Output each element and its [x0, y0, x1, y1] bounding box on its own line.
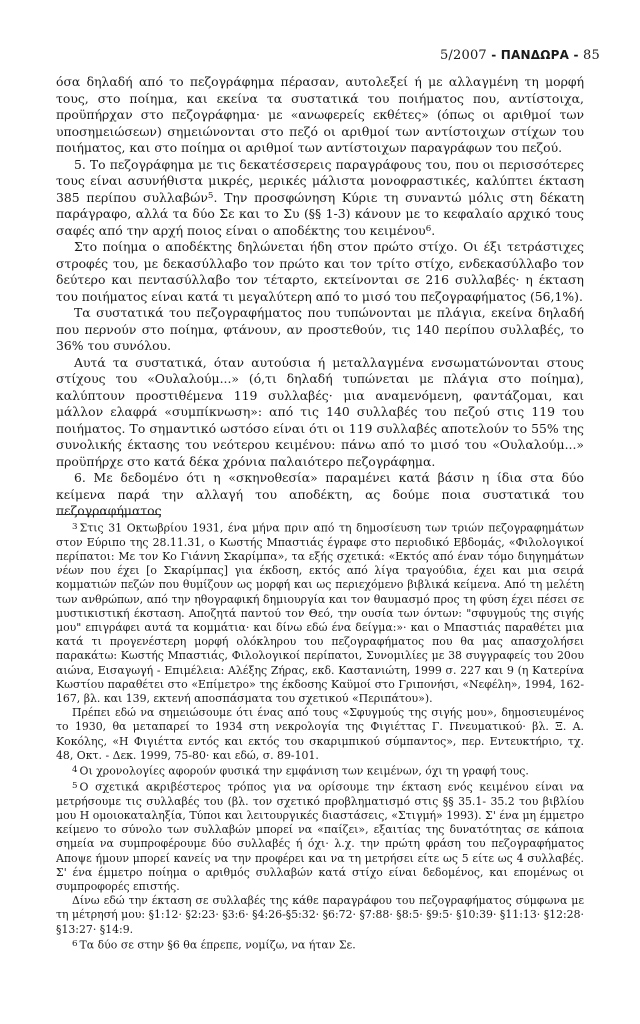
issue-date: 5/2007 — [439, 48, 487, 63]
page-number: 85 — [583, 48, 600, 63]
paragraph: Αυτά τα συστατικά, όταν αυτούσια ή μεταλλαγμένα ενσωματώνονται στους στίχους του «Ουλαλούμ...» (ό,τι δηλαδή τυπώνεται με πλάγια στο ποίημα), καλύπτουν προστιθέμενα 119 συλλαβές· μια αναμενόμενη, φαντάζομαι, και μάλλον ελαφρά «συμπίκνωση»: από τις 140 συλλαβές του πεζού στις 119 του ποιήματος. Το σημαντικό ωστόσο είναι ότι οι 119 συλλαβές αποτελούν το 55% της συνολικής έκτασης του νεότερου κειμένου: πάνω από το μισό του «Ουλαλούμ...» προϋπήρχε στο κατά δέκα χρόνια παλαιότερο πεζογράφημα. — [56, 354, 584, 469]
main-text — [56, 74, 584, 520]
footnote-number: 5 — [72, 780, 78, 791]
paragraph: όσα δηλαδή από το πεζογράφημα πέρασαν, αυτολεξεί ή με αλλαγμένη τη μορφή τους, στο ποίημα, και εκείνα τα συστατικά του ποιήματος που, αντίστοιχα, προϋπήρχαν στο πεζογράφημα· με «ανωφερείς εκθέτες» (όπως οι αριθμοί των υποσημειώσεων) σημειώνονται στο πεζό οι αριθμοί των αντίστοιχων στίχων του ποιήματος, και στο ποίημα οι αριθμοί των αντίστοιχων παραγράφων του πεζού. — [56, 74, 584, 155]
footnote-text: Τα δύο σε στην §6 θα έπρεπε, νομίζω, να ήταν Σε. — [79, 938, 356, 952]
footnote-number: 4 — [72, 765, 78, 776]
paragraph: Τα συστατικά του πεζογραφήματος που τυπώνονται με πλάγια, εκείνα δηλαδή που περνούν στο ποίημα, φτάνουν, αν προστεθούν, τις 140 περίπου συλλαβές, το 36% του συνόλου. — [56, 305, 584, 353]
footnote — [56, 779, 584, 894]
footnote-separator — [56, 514, 161, 515]
footnote — [56, 763, 584, 779]
footnote-number: 6 — [72, 938, 78, 949]
paragraph: 6. Με δεδομένο ότι η «σκηνοθεσία» παραμένει κατά βάσιν η ίδια στα δύο κείμενα παρά την αλλαγή του αποδέκτη, ας δούμε ποια συστατικά του πεζογραφήματος — [56, 470, 584, 518]
paragraph-text: 5. Το πεζογράφημα με τις δεκατέσσερεις παραγράφους του, που οι περισσότερες τους είναι ασυνήθιστα μικρές, μερικές μάλιστα μονοφραστικές, καλύπτει έκταση 385 περίπου συλλαβών — [56, 156, 584, 205]
footnote — [56, 520, 584, 706]
footnotes — [56, 520, 584, 953]
footnote-continuation: Δίνω εδώ την έκταση σε συλλαβές της κάθε παραγράφου του πεζογραφήματος σύμφωνα με τη μέτρησή μου: §1:12· §2:23· §3:6· §4:26-§5:32· §6:72· §7:88· §8:5· §9:5· §10:39· §11:13· §12:28· §13:27· §14:9. — [56, 894, 584, 936]
running-header — [440, 48, 600, 63]
footnote-text: Ο σχετικά ακριβέστερος τρόπος για να ορίσουμε την έκταση ενός κειμένου είναι να μετρήσουμε τις συλλαβές του (βλ. τον σχετικό προβληματισμό στις §§ 35.1- 35.2 του βιβλίου μου Η ομοιοκαταληξία, Τύποι και λειτουργικές διαστάσεις, «Στιγμή» 1993). Σ' ένα μη έμμετρο κείμενο το σύνολο των συλλαβών μπορεί να «παίζει», εξαιτίας της δυνατότητας σε κάποια σημεία να συμπροφέρουμε δύο συλλαβές ή όχι· λ.χ. την πρώτη φράση του πεζογραφήματος Αποψε ήμουν μπορεί κανείς να την προφέρει και να τη μετρήσει είτε ως 5 είτε ως 4 συλλαβές. Σ' ένα έμμετρο ποίημα ο αριθμός συλλαβών κατά στίχο είναι δεδομένος, και επομένως οι συμπροφορές επιστής. — [56, 780, 584, 893]
footnote-ref[interactable]: 5 — [207, 190, 214, 201]
footnote-text: Στις 31 Οκτωβρίου 1931, ένα μήνα πριν από τη δημοσίευση των τριών πεζογραφημάτων στον Εύριπο της 28.11.31, ο Κωστής Μπαστιάς έγραφε στο περιοδικό Εβδομάς, «Φιλολογικοί περίπατοι: Με τον Κο Γιάννη Σκαρίμπα», τα εξής σχετικά: «Εκτός από έναν τόμο διηγημάτων νέων που έχει [ο Σκαρίμπας] για έκδοση, εκτός από λίγα τραγούδια, έχει και μια σειρά κομματιών πεζών που θυμίζουν ως μορφή και ως περιεχόμενο βιβλικά κείμενα. Από τη μελέτη των ανθρώπων, από την ηθογραφική δημιουργία και τον θαυμασμό προς τη φύση έχει πέσει σε μυστικιστική έκσταση. Αποζητά παντού τον Θεό, την ουσία των όντων: "σφυγμούς της σιγής μου" επιγράφει αυτά τα κομμάτια· και δίνω εδώ ένα δείγμα:»· και ο Μπαστιάς παραθέτει μια κατά τι προγενέστερη μορφή ολόκληρου του πεζογραφήματος που θα μας απασχολήσει παρακάτω: Κωστής Μπαστιάς, Φιλολογικοί περίπατοι, Συνομιλίες με 38 συγγραφείς του 20ου αιώνα, Εισαγωγή - Επιμέλεια: Αλέξης Ζήρας, εκδ. Καστανιώτη, 1999 σ. 227 και 9 (η Κατερίνα Κωστίου παραθέτει στο «Επίμετρο» της έκδοσης Καϋμοί στο Γριπονήσι, «Νεφέλη», 1994, 162-167, βλ. και 139, εκτενή αποσπάσματα του σχετικού «Περιπάτου»). — [56, 521, 584, 706]
footnote-ref[interactable]: 6 — [425, 223, 432, 234]
paragraph-text: . — [431, 222, 436, 238]
footnote — [56, 937, 584, 953]
footnote-number: 3 — [72, 522, 78, 532]
paragraph — [56, 157, 584, 240]
footnote-continuation: Πρέπει εδώ να σημειώσουμε ότι ένας από τους «Σφυγμούς της σιγής μου», δημοσιευμένος το 1930, θα μεταπαρεί το 1934 στη νεκρολογία της Φιγιέττας Γ. Πνευματικού· βλ. Ξ. Α. Κοκόλης, «Η Φιγιέττα εντός και εκτός του σκαριμπικού σύμπαντος», περ. Εντευκτήριο, τχ. 48, Οκτ. - Δεκ. 1999, 75-80· και εδώ, σ. 89-101. — [56, 706, 584, 762]
paragraph: Στο ποίημα ο αποδέκτης δηλώνεται ήδη στον πρώτο στίχο. Οι έξι τετράστιχες στροφές του, με δεκασύλλαβο τον πρώτο και τον τρίτο στίχο, ενδεκασύλλαβο τον δεύτερο και πεντασύλλαβο τον τέταρτο, εκτείνονται σε 216 συλλαβές· η έκταση του ποιήματος είναι κατά τι μεγαλύτερη από το μισό του πεζογραφήματος (56,1%). — [56, 239, 584, 304]
magazine-title: - ΠΑΝΔΩΡΑ - — [491, 48, 579, 62]
footnote-text: Οι χρονολογίες αφορούν φυσικά την εμφάνιση των κειμένων, όχι τη γραφή τους. — [79, 764, 529, 778]
paragraph-text: . Την προσφώνηση Κύριε τη συναντώ μόλις στη δέκατη παράγραφο, αλλά τα δύο Σε και το Συ (§§ 1-3) κάνουν με το κεφαλαίο αρχικό τους σαφές από την αρχή ποιος είναι ο αποδέκτης του κειμένου — [56, 189, 584, 238]
